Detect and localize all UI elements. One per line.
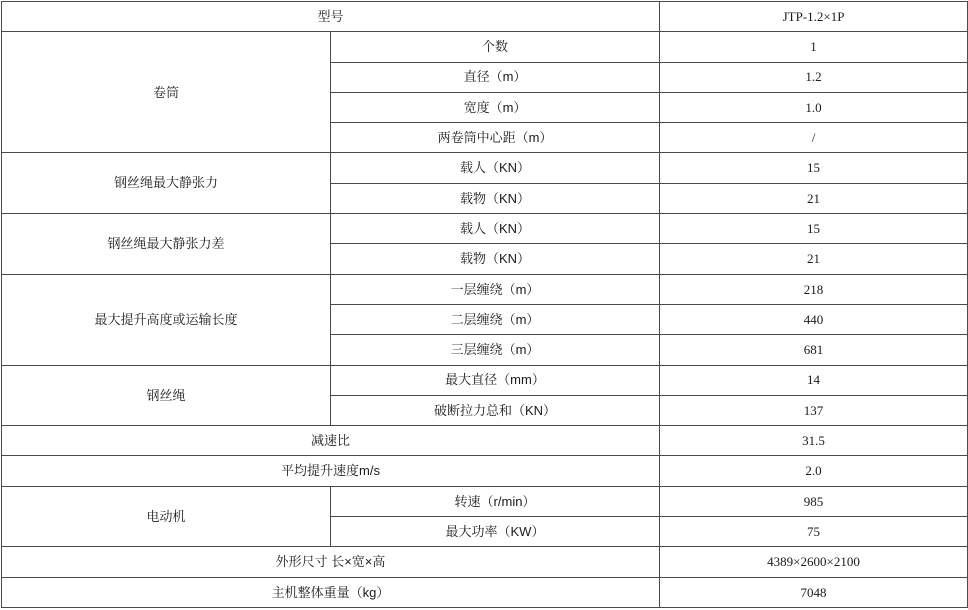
row-label: 载物（KN）	[331, 183, 660, 213]
row-value: 1	[660, 32, 968, 62]
specification-table	[1, 1, 968, 608]
row-label: 最大直径（mm）	[331, 365, 660, 395]
row-group-label: 钢丝绳最大静张力	[2, 153, 331, 214]
row-label: 直径（m）	[331, 62, 660, 92]
row-value: 2.0	[660, 456, 968, 486]
table-row	[2, 214, 968, 244]
row-label: 破断拉力总和（KN）	[331, 395, 660, 425]
row-value: 1.0	[660, 92, 968, 122]
row-label: 宽度（m）	[331, 92, 660, 122]
table-row	[2, 426, 968, 456]
row-label: 载人（KN）	[331, 153, 660, 183]
row-value: /	[660, 123, 968, 153]
row-value: 15	[660, 214, 968, 244]
row-value: 31.5	[660, 426, 968, 456]
row-group-label: 电动机	[2, 486, 331, 547]
row-label: 型号	[2, 2, 660, 32]
row-value: 137	[660, 395, 968, 425]
row-label: 两卷筒中心距（m）	[331, 123, 660, 153]
table-row	[2, 577, 968, 607]
row-label: 载人（KN）	[331, 214, 660, 244]
row-label: 平均提升速度m/s	[2, 456, 660, 486]
row-value: 985	[660, 486, 968, 516]
table-row	[2, 2, 968, 32]
row-value: 21	[660, 244, 968, 274]
row-group-label: 卷筒	[2, 32, 331, 153]
row-label: 个数	[331, 32, 660, 62]
row-value: JTP-1.2×1P	[660, 2, 968, 32]
table-row	[2, 365, 968, 395]
row-label: 主机整体重量（kg）	[2, 577, 660, 607]
row-value: 1.2	[660, 62, 968, 92]
row-label: 三层缠绕（m）	[331, 335, 660, 365]
table-row	[2, 547, 968, 577]
row-value: 681	[660, 335, 968, 365]
row-value: 218	[660, 274, 968, 304]
row-value: 75	[660, 517, 968, 547]
row-label: 外形尺寸 长×宽×高	[2, 547, 660, 577]
row-value: 7048	[660, 577, 968, 607]
table-row	[2, 153, 968, 183]
row-label: 转速（r/min）	[331, 486, 660, 516]
row-label: 减速比	[2, 426, 660, 456]
spec-table-container	[0, 1, 968, 610]
row-value: 440	[660, 304, 968, 334]
row-label: 二层缠绕（m）	[331, 304, 660, 334]
row-label: 载物（KN）	[331, 244, 660, 274]
row-value: 14	[660, 365, 968, 395]
row-group-label: 钢丝绳最大静张力差	[2, 214, 331, 275]
table-row	[2, 32, 968, 62]
row-label: 一层缠绕（m）	[331, 274, 660, 304]
table-row	[2, 486, 968, 516]
row-value: 21	[660, 183, 968, 213]
row-group-label: 最大提升高度或运输长度	[2, 274, 331, 365]
table-row	[2, 456, 968, 486]
row-label: 最大功率（KW）	[331, 517, 660, 547]
table-row	[2, 274, 968, 304]
row-group-label: 钢丝绳	[2, 365, 331, 426]
row-value: 4389×2600×2100	[660, 547, 968, 577]
row-value: 15	[660, 153, 968, 183]
